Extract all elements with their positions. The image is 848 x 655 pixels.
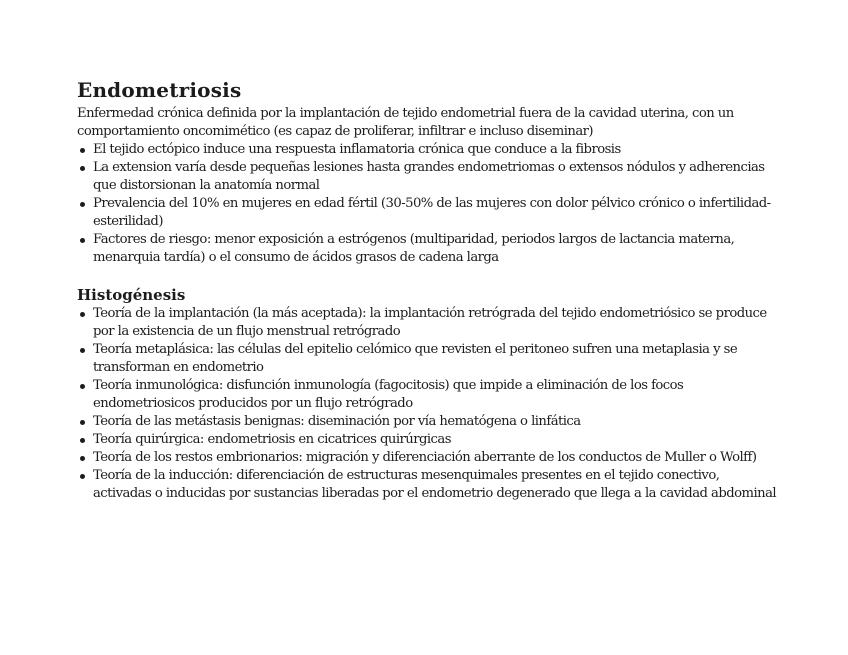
bullet-item: Teoría metaplásica: las células del epitelio celómico que revisten el peritoneo sufren una metaplasia y se transforman en endometrio bbox=[77, 341, 777, 377]
bullet-item: Teoría inmunológica: disfunción inmunología (fagocitosis) que impide a eliminación de los focos endometriosicos producidos por un flujo retrógrado bbox=[77, 377, 777, 413]
bullet-item: Teoría de la implantación (la más aceptada): la implantación retrógrada del tejido endometriósico se produce por la existencia de un flujo menstrual retrógrado bbox=[77, 305, 777, 341]
histogenesis-bullet-list bbox=[77, 305, 777, 503]
document-page bbox=[77, 79, 777, 503]
endometriosis-bullet-list bbox=[77, 141, 777, 267]
definition-paragraph: Enfermedad crónica definida por la implantación de tejido endometrial fuera de la cavidad uterina, con un comportamiento oncomimético (es capaz de proliferar, infiltrar e incluso diseminar) bbox=[77, 106, 734, 139]
bullet-item: La extension varía desde pequeñas lesiones hasta grandes endometriomas o extensos nódulos y adherencias que distorsionan la anatomía normal bbox=[77, 159, 777, 195]
section-title-histogenesis: Histogénesis bbox=[77, 286, 186, 304]
section-spacer bbox=[77, 267, 777, 286]
bullet-item: Teoría de las metástasis benignas: diseminación por vía hematógena o linfática bbox=[77, 413, 777, 431]
bullet-item: Factores de riesgo: menor exposición a estrógenos (multiparidad, periodos largos de lactancia materna, menarquia tardía) o el consumo de ácidos grasos de cadena larga bbox=[77, 231, 777, 267]
bullet-item: El tejido ectópico induce una respuesta inflamatoria crónica que conduce a la fibrosis bbox=[77, 141, 777, 159]
bullet-item: Teoría quirúrgica: endometriosis en cicatrices quirúrgicas bbox=[77, 431, 777, 449]
bullet-item: Teoría de la inducción: diferenciación de estructuras mesenquimales presentes en el tejido conectivo, activadas o inducidas por sustancias liberadas por el endometrio degenerado que llega a la cavidad abdominal bbox=[77, 467, 777, 503]
bullet-item: Teoría de los restos embrionarios: migración y diferenciación aberrante de los conductos de Muller o Wolff) bbox=[77, 449, 777, 467]
section-title-endometriosis: Endometriosis bbox=[77, 78, 242, 102]
bullet-item: Prevalencia del 10% en mujeres en edad fértil (30-50% de las mujeres con dolor pélvico crónico o infertilidad-esterilidad) bbox=[77, 195, 777, 231]
